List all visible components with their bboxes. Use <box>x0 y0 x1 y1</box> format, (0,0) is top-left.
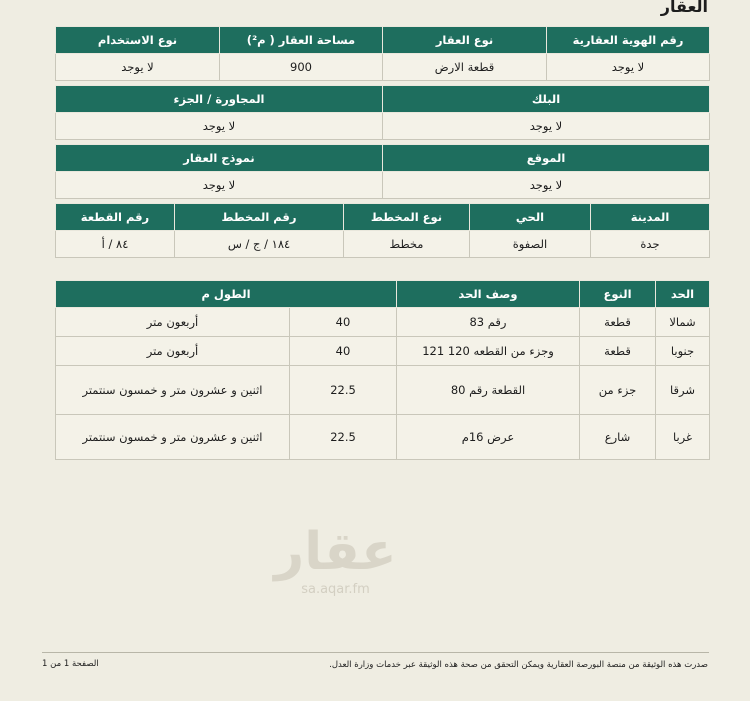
boundary-type: قطعة <box>580 308 656 337</box>
header-property-area: مساحة العقار ( م²) <box>220 27 383 54</box>
value-property-id: لا يوجد <box>547 54 710 81</box>
boundary-length-text: اثنين و عشرون متر و خمسون سنتمتر <box>56 366 290 415</box>
boundaries-header-row <box>56 281 710 308</box>
footer-divider <box>42 652 709 653</box>
footer-note: صدرت هذه الوثيقة من منصة البورصة العقارية ويمكن التحقق من صحة هذه الوثيقة عبر خدمات وزارة العدل. <box>329 660 708 670</box>
boundary-description: وجزء من القطعه 120 121 <box>397 337 580 366</box>
block-table <box>55 85 710 140</box>
value-block: لا يوجد <box>383 113 710 140</box>
boundary-description: رقم 83 <box>397 308 580 337</box>
header-plan-number: رقم المخطط <box>175 204 344 231</box>
header-boundary-description: وصف الحد <box>397 281 580 308</box>
header-boundary-length: الطول م <box>56 281 397 308</box>
watermark-brand: عقار <box>274 522 397 582</box>
table-row <box>56 415 710 460</box>
page-number: الصفحة 1 من 1 <box>42 659 99 669</box>
header-district: الحي <box>470 204 591 231</box>
header-block: البلك <box>383 86 710 113</box>
header-property-model: نموذج العقار <box>56 145 383 172</box>
header-location: الموقع <box>383 145 710 172</box>
value-city: جدة <box>591 231 710 258</box>
value-district: الصفوة <box>470 231 591 258</box>
aqar-watermark <box>273 522 398 597</box>
watermark-url: sa.aqar.fm <box>301 582 370 597</box>
section-title: العقار <box>660 0 708 16</box>
header-city: المدينة <box>591 204 710 231</box>
value-property-area: 900 <box>220 54 383 81</box>
value-neighborhood-part: لا يوجد <box>56 113 383 140</box>
table-row <box>56 366 710 415</box>
table-row <box>56 308 710 337</box>
value-plot-number: ٨٤ / أ <box>56 231 175 258</box>
boundaries-table <box>55 280 710 460</box>
boundary-side: شرقا <box>656 366 710 415</box>
value-property-type: قطعة الارض <box>383 54 547 81</box>
boundary-side: شمالا <box>656 308 710 337</box>
boundary-description: عرض 16م <box>397 415 580 460</box>
boundary-side: جنوبا <box>656 337 710 366</box>
header-boundary-side: الحد <box>656 281 710 308</box>
header-boundary-type: النوع <box>580 281 656 308</box>
boundary-length-text: أربعون متر <box>56 308 290 337</box>
header-property-id: رقم الهوية العقارية <box>547 27 710 54</box>
value-property-model: لا يوجد <box>56 172 383 199</box>
boundary-type: جزء من <box>580 366 656 415</box>
table-row <box>56 337 710 366</box>
property-table <box>55 26 710 81</box>
plan-table <box>55 203 710 258</box>
boundary-length-text: اثنين و عشرون متر و خمسون سنتمتر <box>56 415 290 460</box>
header-plot-number: رقم القطعة <box>56 204 175 231</box>
boundary-length-number: 22.5 <box>290 415 397 460</box>
property-value-row <box>56 54 710 81</box>
header-usage-type: نوع الاستخدام <box>56 27 220 54</box>
header-neighborhood-part: المجاورة / الجزء <box>56 86 383 113</box>
value-plan-number: ١٨٤ / ج / س <box>175 231 344 258</box>
property-header-row <box>56 27 710 54</box>
boundary-type: شارع <box>580 415 656 460</box>
boundary-description: القطعة رقم 80 <box>397 366 580 415</box>
value-plan-type: مخطط <box>344 231 470 258</box>
boundary-length-number: 40 <box>290 308 397 337</box>
value-usage-type: لا يوجد <box>56 54 220 81</box>
boundary-side: غربا <box>656 415 710 460</box>
value-location: لا يوجد <box>383 172 710 199</box>
boundary-length-number: 22.5 <box>290 366 397 415</box>
location-table <box>55 144 710 199</box>
header-plan-type: نوع المخطط <box>344 204 470 231</box>
boundary-length-text: أربعون متر <box>56 337 290 366</box>
boundary-length-number: 40 <box>290 337 397 366</box>
header-property-type: نوع العقار <box>383 27 547 54</box>
boundary-type: قطعة <box>580 337 656 366</box>
